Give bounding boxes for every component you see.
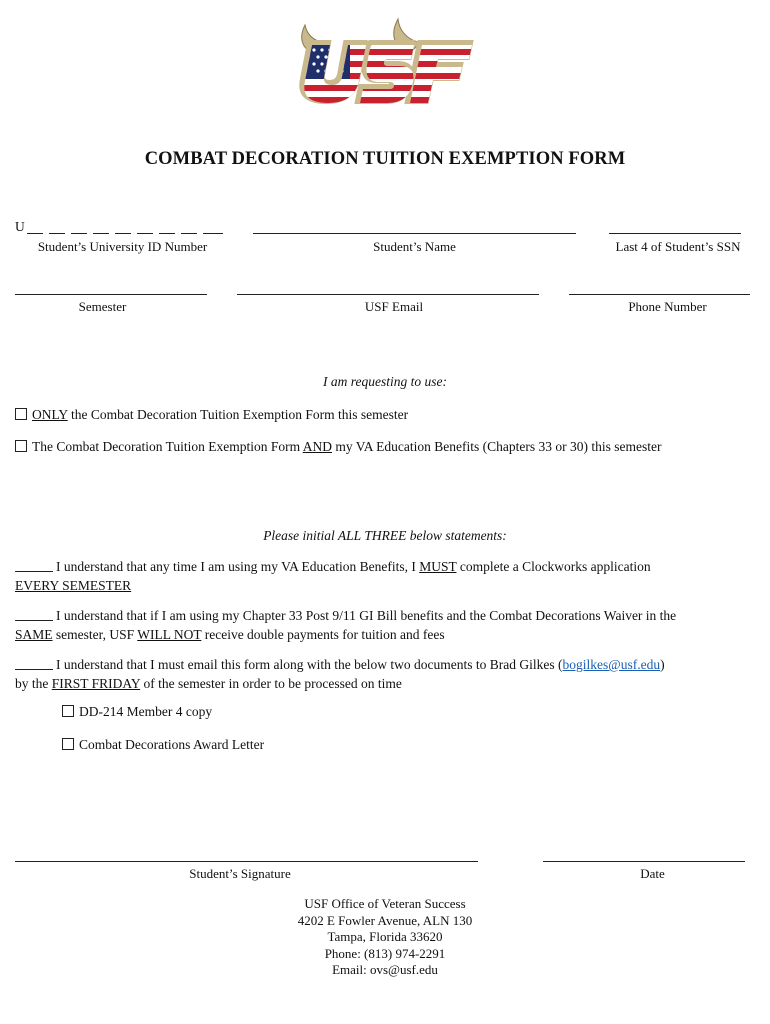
statement-3: I understand that I must email this form along with the below two documents to Brad Gilkes (bogilkes@usf.edu) by the FIRST FRIDAY of the semester in order to be processed on time <box>15 657 665 691</box>
office-address: 4202 E Fowler Avenue, ALN 130 <box>297 912 473 928</box>
phone-label: Phone Number <box>628 299 707 314</box>
office-city: Tampa, Florida 33620 <box>327 929 443 944</box>
id-number-field[interactable] <box>27 222 223 234</box>
id-number-label: Student’s University ID Number <box>37 239 208 254</box>
office-name: USF Office of Veteran Success <box>304 896 466 911</box>
office-contact-block <box>0 896 770 979</box>
option-only-form: ONLY the Combat Decoration Tuition Exemption Form this semester <box>15 405 760 424</box>
signature-field[interactable] <box>15 861 478 862</box>
contact-email-link[interactable]: bogilkes@usf.edu <box>562 657 661 672</box>
award-letter-checkbox[interactable] <box>62 738 74 750</box>
date-label: Date <box>640 866 665 881</box>
request-heading: I am requesting to use: <box>323 374 447 389</box>
id-prefix: U <box>15 219 25 234</box>
initial-2-field[interactable] <box>15 608 53 621</box>
date-field[interactable] <box>543 861 745 862</box>
student-name-field[interactable] <box>253 233 576 234</box>
student-name-label: Student’s Name <box>373 239 456 254</box>
office-phone: Phone: (813) 974-2291 <box>324 945 446 961</box>
initial-1-field[interactable] <box>15 559 53 572</box>
form-title: COMBAT DECORATION TUITION EXEMPTION FORM <box>144 149 626 169</box>
usf-email-field[interactable] <box>237 294 539 295</box>
signature-label: Student’s Signature <box>189 866 291 881</box>
option-only-checkbox[interactable] <box>15 408 27 420</box>
statement-2: I understand that if I am using my Chapter 33 Post 9/11 GI Bill benefits and the Combat Decorations Waiver in the SAME semester, USF WILL NOT receive double payments for tuition and fees <box>15 608 677 642</box>
usf-logo <box>290 15 480 110</box>
ssn-field[interactable] <box>609 233 741 234</box>
initial-3-field[interactable] <box>15 657 53 670</box>
semester-field[interactable] <box>15 294 207 295</box>
option-and-checkbox[interactable] <box>15 440 27 452</box>
option-form-and-va: The Combat Decoration Tuition Exemption Form AND my VA Education Benefits (Chapters 33 or 30) this semester <box>15 437 760 456</box>
document-dd214: DD-214 Member 4 copy <box>62 704 212 720</box>
initials-heading: Please initial ALL THREE below statements: <box>263 528 507 543</box>
ssn-label: Last 4 of Student’s SSN <box>615 239 741 254</box>
phone-field[interactable] <box>569 294 750 295</box>
statement-1: I understand that any time I am using my VA Education Benefits, I MUST complete a Clockworks application EVERY SEMESTER <box>15 559 651 593</box>
office-email: Email: ovs@usf.edu <box>332 962 438 977</box>
document-award-letter: Combat Decorations Award Letter <box>62 737 264 753</box>
semester-label: Semester <box>78 299 127 314</box>
dd214-checkbox[interactable] <box>62 705 74 717</box>
usf-email-label: USF Email <box>364 299 424 314</box>
